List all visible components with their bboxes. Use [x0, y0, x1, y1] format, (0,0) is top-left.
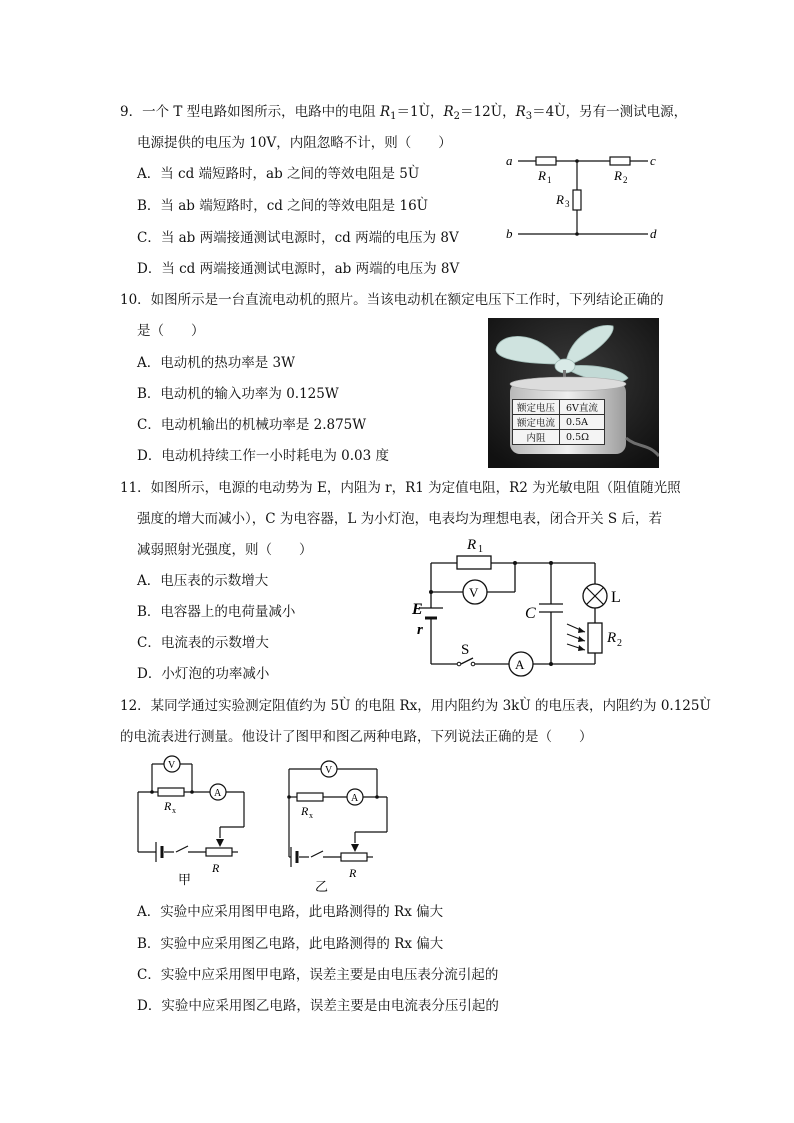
- table-row: [513, 415, 605, 430]
- q12-option-a[interactable]: A．实验中应采用图甲电路，此电路测得的 Rx 偏大: [137, 904, 444, 920]
- q12-jia-label-rx-sub: x: [172, 806, 176, 815]
- q12-yi-rheostat: [341, 853, 367, 861]
- q11-label-l: L: [611, 589, 621, 606]
- q9-r3-resistor: [573, 190, 581, 210]
- q11-label-r2-sub: 2: [617, 638, 622, 649]
- q11-circuit-figure: [405, 528, 640, 678]
- q10-stem-line1: 10．如图所示是一台直流电动机的照片。当该电动机在额定电压下工作时，下列结论正确的: [120, 292, 664, 308]
- q12-option-d[interactable]: D．实验中应采用图乙电路，误差主要是由电流表分压引起的: [137, 998, 499, 1014]
- q9-label-r1: R: [538, 168, 546, 183]
- q9-stem-text: 9．一个 T 型电路如图所示，电路中的电阻: [120, 104, 380, 120]
- q9-stem-line2: 电源提供的电压为 10V，内阻忽略不计，则（ ）: [137, 135, 452, 151]
- q9-terminal-d: d: [650, 226, 657, 241]
- q12-yi-label-a: A: [351, 793, 359, 804]
- q11-option-c[interactable]: C．电流表的示数增大: [137, 635, 269, 651]
- q11-label-r2: R: [607, 630, 617, 646]
- q10-motor-illustration: [488, 318, 659, 468]
- q9-label-r3-sub: 3: [565, 199, 570, 209]
- q10-motor-label-table: [512, 399, 605, 445]
- q9-t-circuit-figure: [500, 148, 670, 248]
- q9-r2-value: ＝12Ù，: [460, 104, 516, 120]
- q12-yi-label-rx-sub: x: [309, 811, 313, 820]
- q11-label-s: S: [461, 642, 470, 658]
- q12-jia-label-r: R: [212, 861, 220, 875]
- q11-label-r1: R: [467, 537, 477, 553]
- q9-r2-resistor: [610, 157, 630, 165]
- q9-r1-symbol: R: [379, 104, 391, 120]
- q12-yi-label-v: V: [325, 765, 333, 776]
- q9-option-a[interactable]: A．当 cd 端短路时，ab 之间的等效电阻是 5Ù: [137, 166, 420, 182]
- table-row: [513, 400, 605, 415]
- q12-option-c[interactable]: C．实验中应采用图甲电路，误差主要是由电压表分流引起的: [137, 967, 499, 983]
- q11-stem-line2: 强度的增大而减小），C 为电容器，L 为小灯泡，电表均为理想电表，闭合开关 S 后，若: [137, 511, 662, 527]
- q9-label-r3: R: [556, 192, 564, 207]
- label-cell: 额定电流: [513, 415, 560, 430]
- q11-label-r1-sub: 1: [478, 544, 483, 555]
- q9-r3-sub: 3: [525, 111, 533, 122]
- q12-yi-label-rx: R: [301, 804, 309, 818]
- q12-stem-line1: 12．某同学通过实验测定阻值约为 5Ù 的电阻 Rx，用内阻约为 3kÙ 的电压表，内阻约为 0.125Ù: [120, 698, 711, 714]
- q9-r1-sub: 1: [390, 111, 397, 122]
- q9-option-d[interactable]: D．当 cd 两端接通测试电源时，ab 两端的电压为 8V: [137, 261, 460, 277]
- q12-option-b[interactable]: B．实验中应采用图乙电路，此电路测得的 Rx 偏大: [137, 936, 444, 952]
- q10-stem-line2: 是（ ）: [137, 323, 205, 339]
- label-cell: 内阻: [513, 430, 560, 445]
- q9-r3-symbol: R: [515, 104, 526, 120]
- q12-jia-caption: 甲: [178, 872, 192, 887]
- q11-label-e: E: [412, 601, 423, 618]
- q11-stem-line1: 11．如图所示，电源的电动势为 E，内阻为 r，R1 为定值电阻，R2 为光敏电阻（阻值随光照: [120, 480, 681, 496]
- q11-label-c: C: [525, 605, 536, 622]
- q9-terminal-c: c: [650, 153, 656, 168]
- q9-label-r2: R: [614, 168, 622, 183]
- q11-option-a[interactable]: A．电压表的示数增大: [137, 573, 269, 589]
- q9-r1-resistor: [536, 157, 556, 165]
- q9-label-r2-sub: 2: [623, 175, 628, 185]
- q9-terminal-b: b: [506, 226, 513, 241]
- q9-label-r1-sub: 1: [547, 175, 552, 185]
- q12-figure-jia: [130, 752, 260, 887]
- q9-r1-value: ＝1Ù，: [396, 104, 444, 120]
- table-row: [513, 430, 605, 445]
- q9-stem-line1: [120, 102, 687, 127]
- q12-figure-yi: [277, 757, 407, 892]
- q11-option-b[interactable]: B．电容器上的电荷量减小: [137, 604, 296, 620]
- label-cell: 6V直流: [560, 400, 605, 415]
- q12-jia-rheostat: [206, 848, 232, 856]
- q12-jia-label-rx: R: [164, 799, 172, 813]
- q11-label-a: A: [515, 657, 525, 672]
- q12-yi-label-r: R: [349, 866, 357, 880]
- q11-r2-resistor: [588, 623, 602, 653]
- q9-option-b[interactable]: B．当 ab 端短路时，cd 之间的等效电阻是 16Ù: [137, 198, 429, 214]
- q12-jia-rx-resistor: [158, 788, 184, 796]
- q11-label-r: r: [417, 622, 423, 638]
- q11-option-d[interactable]: D．小灯泡的功率减小: [137, 666, 270, 682]
- q12-yi-caption: 乙: [315, 879, 329, 892]
- q9-terminal-a: a: [506, 153, 513, 168]
- q11-stem-line3: 减弱照射光强度，则（ ）: [137, 542, 313, 558]
- q9-option-c[interactable]: C．当 ab 两端接通测试电源时，cd 两端的电压为 8V: [137, 230, 459, 246]
- q11-light-arrows: [567, 624, 585, 650]
- q12-jia-label-v: V: [168, 760, 176, 771]
- label-cell: 0.5A: [560, 415, 605, 430]
- q10-motor-photo: [488, 318, 659, 468]
- q12-stem-line2: 的电流表进行测量。他设计了图甲和图乙两种电路，下列说法正确的是（ ）: [120, 729, 593, 745]
- q9-r2-symbol: R: [443, 104, 454, 120]
- q12-jia-label-a: A: [214, 788, 222, 799]
- q10-option-b[interactable]: B．电动机的输入功率为 0.125W: [137, 386, 339, 402]
- q10-option-a[interactable]: A．电动机的热功率是 3W: [137, 355, 296, 371]
- q11-r1-resistor: [457, 556, 491, 569]
- q10-option-d[interactable]: D．电动机持续工作一小时耗电为 0.03 度: [137, 448, 389, 464]
- label-cell: 0.5Ω: [560, 430, 605, 445]
- q11-label-v: V: [469, 585, 479, 600]
- q10-option-c[interactable]: C．电动机输出的机械功率是 2.875W: [137, 417, 367, 433]
- q9-r2-sub: 2: [453, 111, 461, 122]
- q12-yi-rx-resistor: [297, 793, 323, 801]
- label-cell: 额定电压: [513, 400, 560, 415]
- q9-r3-value: ＝4Ù，另有一测试电源，: [532, 104, 688, 120]
